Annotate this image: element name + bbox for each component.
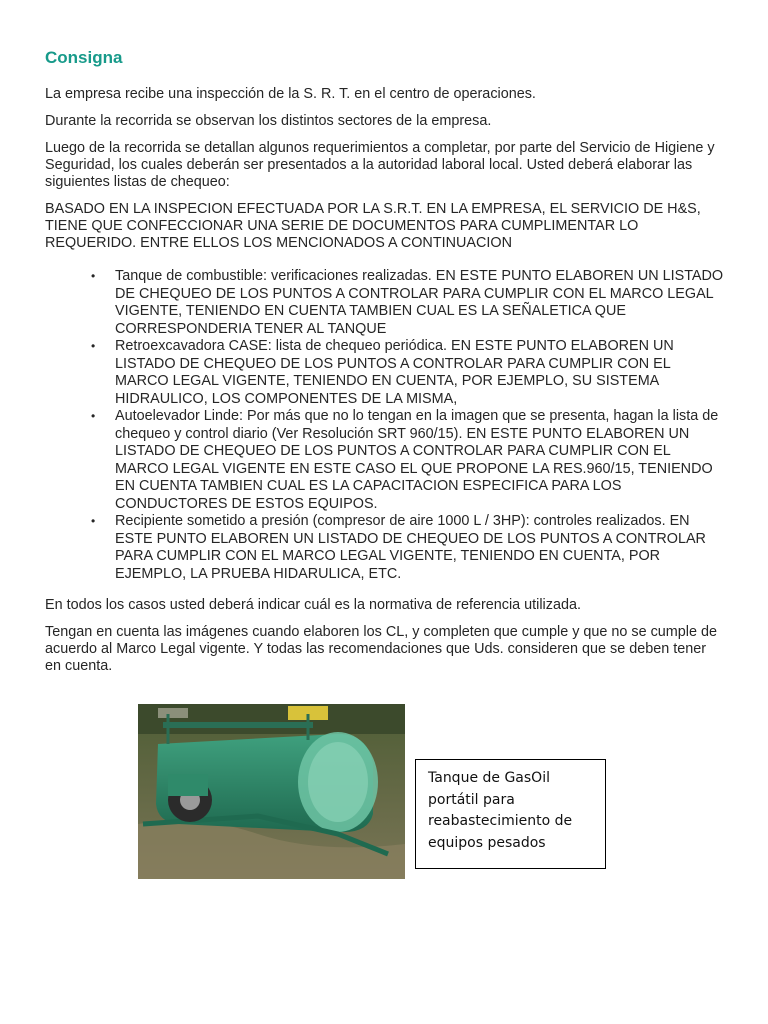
requirements-list	[45, 268, 725, 583]
paragraph-recorrida: Durante la recorrida se observan los distintos sectores de la empresa.	[45, 113, 492, 129]
list-item	[91, 338, 725, 408]
list-item	[91, 408, 725, 513]
photo-caption: Tanque de GasOil portátil para reabastecimiento de equipos pesados	[415, 759, 606, 869]
fuel-tank-photo	[138, 704, 405, 879]
fuel-tank-illustration	[138, 704, 405, 879]
list-item	[91, 268, 725, 338]
paragraph-normativa: En todos los casos usted deberá indicar cuál es la normativa de referencia utilizada.	[45, 597, 581, 613]
paragraph-basado: BASADO EN LA INSPECION EFECTUADA POR LA S.R.T. EN LA EMPRESA, EL SERVICIO DE H&S, TIENE QUE CONFECCIONAR UNA SERIE DE DOCUMENTOS PARA CUMPLIMENTAR LO REQUERIDO. ENTRE ELLOS LOS MENCIONADOS A CONTINUACION	[45, 201, 701, 251]
list-item-text: Recipiente sometido a presión (compresor de aire 1000 L / 3HP): controles realizados. EN ESTE PUNTO ELABOREN UN LISTADO DE CHEQUEO DE LOS PUNTOS A CONTROLAR PARA CUMPLIR CON EL MARCO LEGAL VIGENTE, TENIENDO EN CUENTA, POR EJEMPLO, LA PRUEBA HIDARULICA, ETC.	[115, 513, 706, 582]
list-item-text: Retroexcavadora CASE: lista de chequeo periódica. EN ESTE PUNTO ELABOREN UN LISTADO DE CHEQUEO DE LOS PUNTOS A CONTROLAR PARA CUMPLIR CON EL MARCO LEGAL VIGENTE, TENIENDO EN CUENTA, POR EJEMPLO, SU SISTEMA HIDRAULICO, LOS COMPONENTES DE LA MISMA,	[115, 338, 674, 407]
page-title: Consigna	[45, 48, 123, 67]
list-item-text: Tanque de combustible: verificaciones realizadas. EN ESTE PUNTO ELABOREN UN LISTADO DE CHEQUEO DE LOS PUNTOS A CONTROLAR PARA CUMPLIR CON EL MARCO LEGAL VIGENTE, TENIENDO EN CUENTA TAMBIEN CUAL ES LA SEÑALETICA QUE CORRESPONDERIA TENER AL TANQUE	[115, 268, 724, 337]
bullet-icon: •	[91, 409, 96, 423]
bullet-icon: •	[91, 339, 96, 353]
list-item-text: Autoelevador Linde: Por más que no lo tengan en la imagen que se presenta, hagan la lista de chequeo y control diario (Ver Resolución SRT 960/15). EN ESTE PUNTO ELABOREN UN LISTADO DE CHEQUEO DE LOS PUNTOS A CONTROLAR PARA CUMPLIR CON EL MARCO LEGAL VIGENTE EN ESTE CASO EL QUE PROPONE LA RES.960/15, TENIENDO EN CUENTA TAMBIEN CUAL ES LA CAPACITACION ESPECIFICA PARA LOS CONDUCTORES DE ESTOS EQUIPOS.	[115, 408, 719, 512]
list-item	[91, 513, 725, 583]
paragraph-imagenes: Tengan en cuenta las imágenes cuando elaboren los CL, y completen que cumple y que no se cumple de acuerdo al Marco Legal vigente. Y todas las recomendaciones que Uds. consideren que se deben tener en cuenta.	[45, 624, 717, 674]
bullet-icon: •	[91, 514, 96, 528]
bullet-icon: •	[91, 269, 96, 283]
paragraph-requerimientos: Luego de la recorrida se detallan algunos requerimientos a completar, por parte del Servicio de Higiene y Seguridad, los cuales deberán ser presentados a la autoridad laboral local. Usted deberá elaborar las siguientes listas de chequeo:	[45, 140, 715, 190]
paragraph-intro: La empresa recibe una inspección de la S. R. T. en el centro de operaciones.	[45, 86, 536, 102]
document-body	[45, 48, 725, 685]
